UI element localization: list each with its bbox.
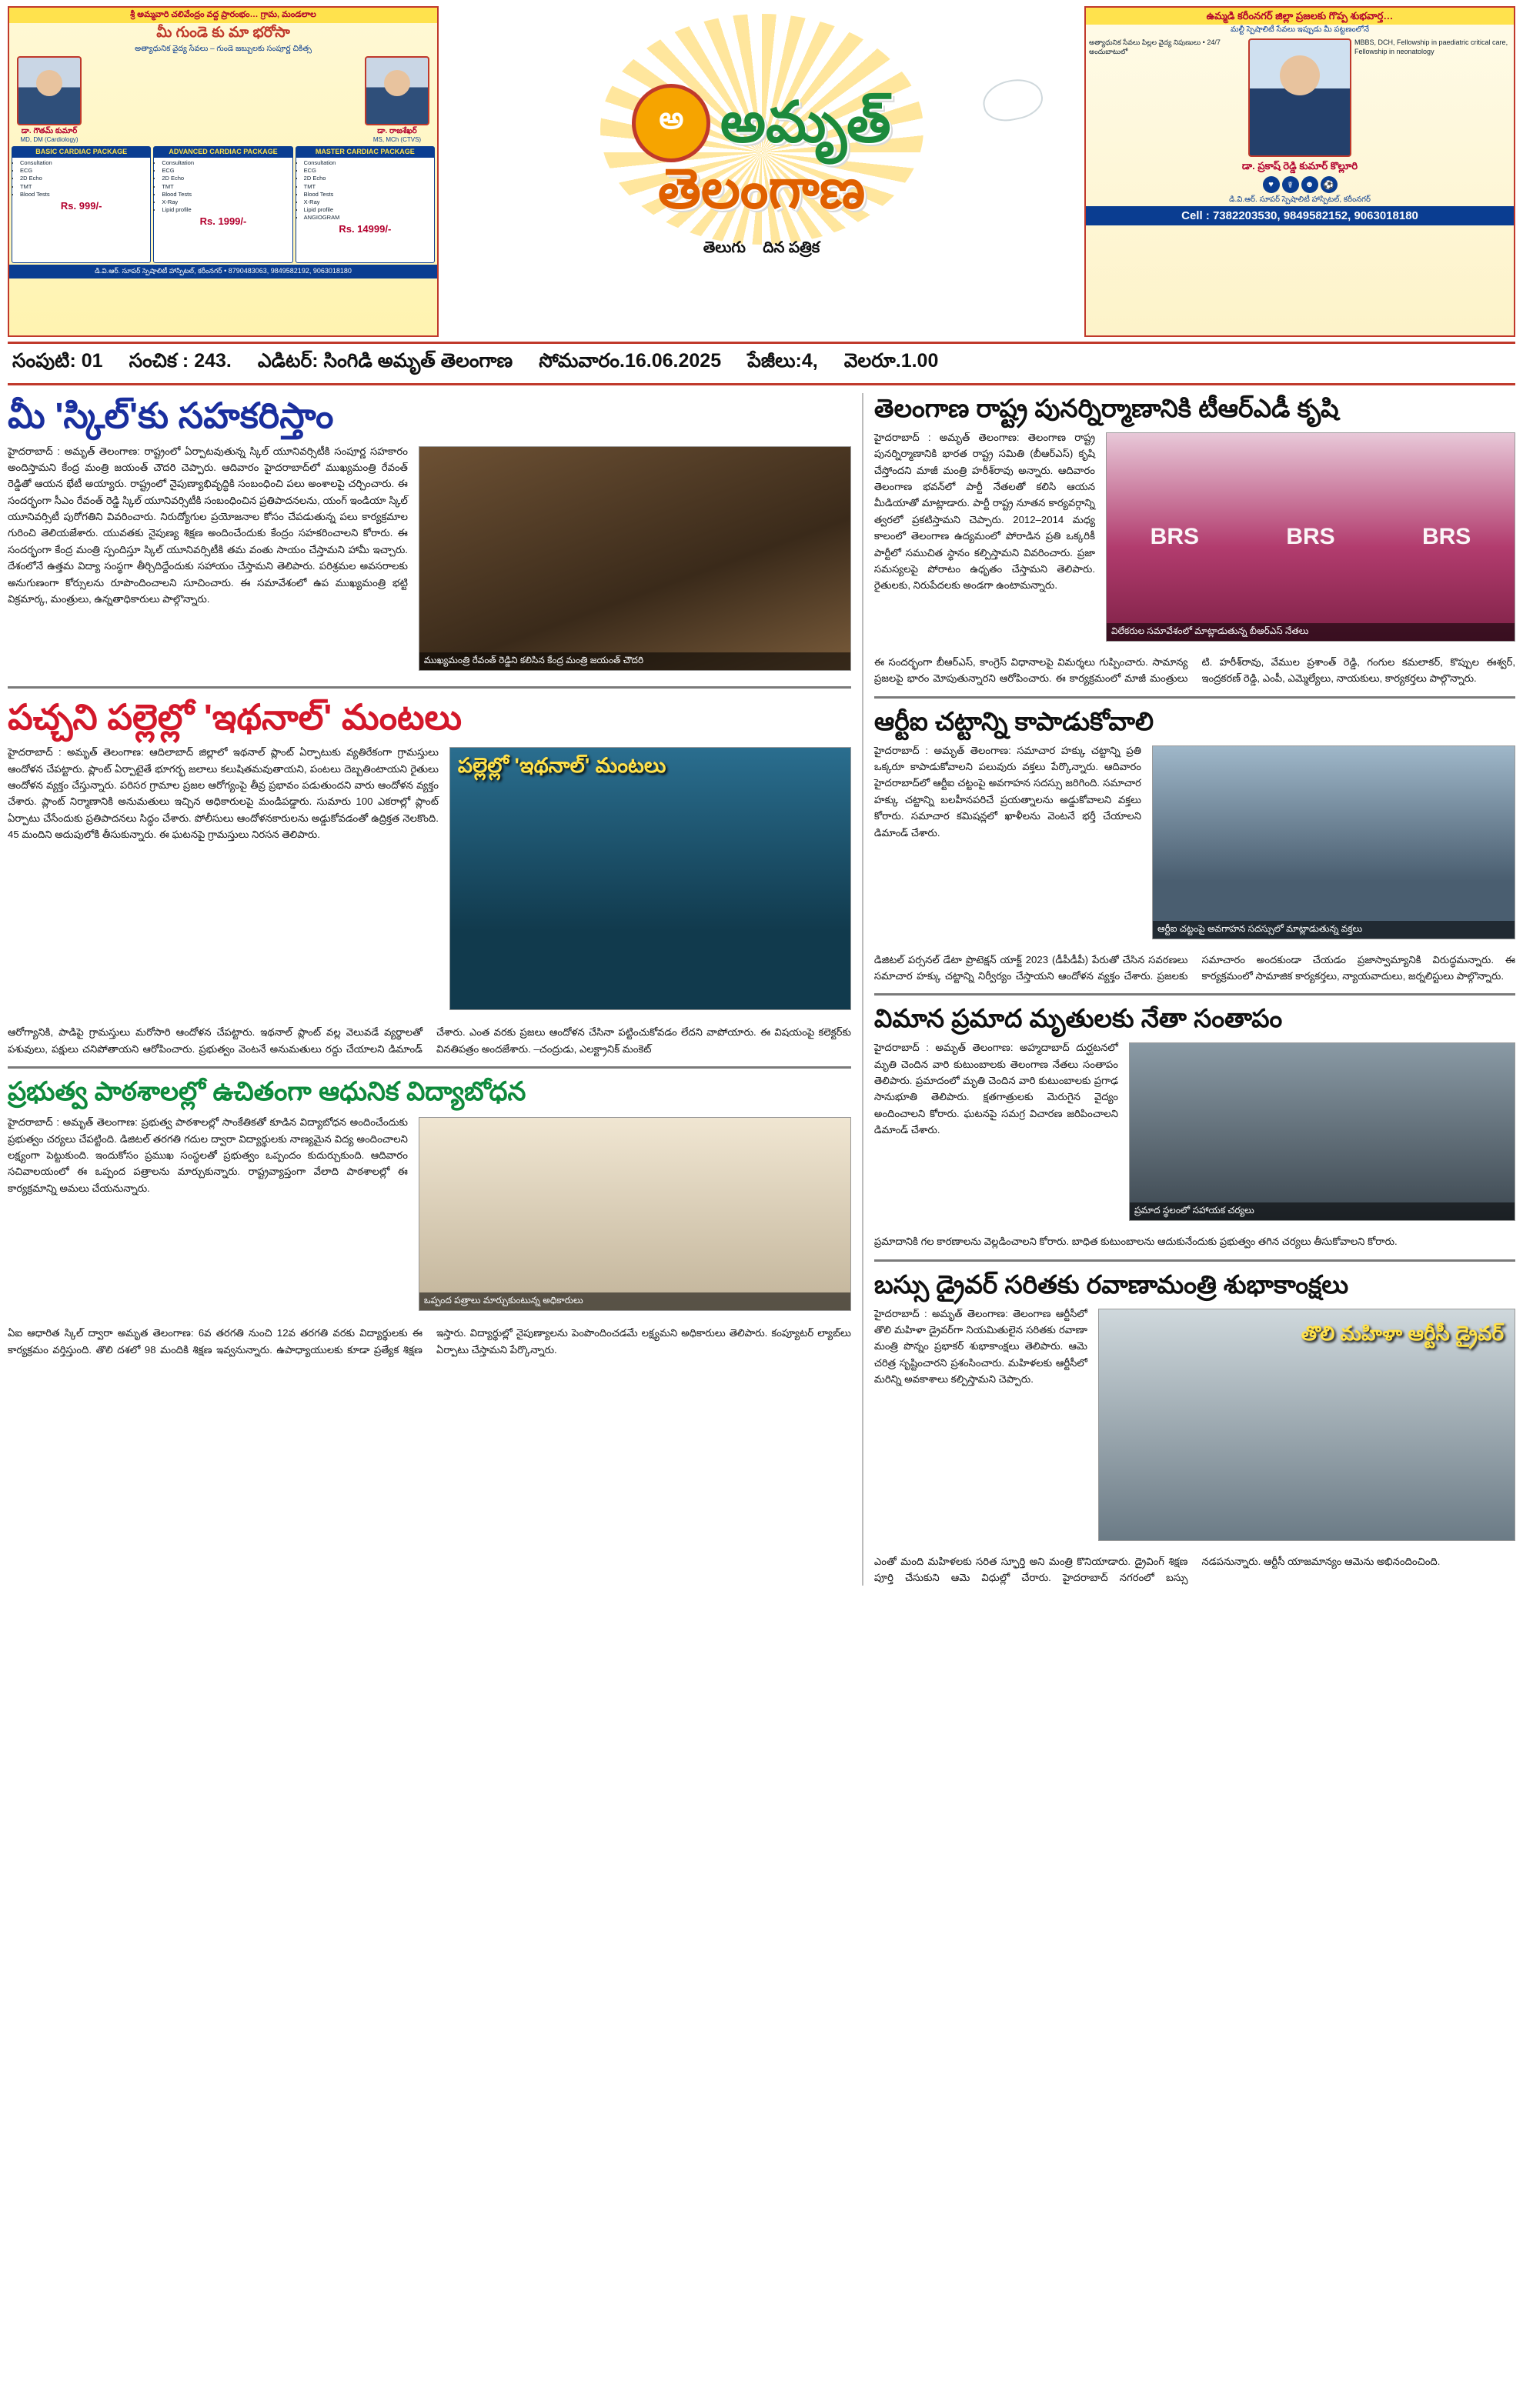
article-bus-headline: బస్సు డ్రైవర్ సరితకు రవాణామంత్రి శుభాకాంక్షలు — [873, 1269, 1349, 1299]
paper-language: తెలుగు — [703, 238, 746, 256]
section-divider — [874, 696, 1515, 699]
nameplate — [445, 6, 1078, 337]
package-title: MASTER CARDIAC PACKAGE — [296, 147, 434, 158]
article-schools-headline: ప్రభుత్వ పాఠశాలల్లో ఉచితంగా ఆధునిక విద్యాబోధన — [8, 1076, 526, 1106]
article-rti-body: హైదరాబాద్ : అమృత్ తెలంగాణ: సమాచార హక్కు చట్టాన్ని ప్రతి ఒక్కరూ కాపాడుకోవాలని పలువురు వక్తలు పేర్కొన్నారు. ఆదివారం హైదరాబాద్‌లో ఆర్టీఐ చట్టంపై అవగాహన సదస్సు జరిగింది. సమాచార హక్కు చట్టాన్ని బలహీనపరిచే ప్రయత్నాలను అడ్డుకోవాలని వక్తలు కోరారు. సమాచార కమిషన్లలో ఖాళీలను వెంటనే భర్తీ చేయాలని డిమాండ్ చేశారు. — [873, 744, 1141, 839]
article-trd-body: హైదరాబాద్ : అమృత్ తెలంగాణ: తెలంగాణ రాష్ట్ర పునర్నిర్మాణానికి భారత రాష్ట్ర సమితి (బీఆర్ఎస్) కృషి చేస్తోందని మాజీ మంత్రి హరీశ్‌రావు అన్నారు. ఆదివారం తెలంగాణ భవన్‌లో పార్టీ నేతలతో కలిసి ఆయన మీడియాతో మాట్లాడారు. పార్టీ రాష్ట్ర నూతన కార్యవర్గాన్ని త్వరలో ప్రకటిస్తామని చెప్పారు. 2012–2014 మధ్య కాలంలో తెలంగాణ ఉద్యమంలో పోరాడిన ప్రతి ఒక్కరికీ పార్టీలో సముచిత స్థానం కల్పిస్తామని వివరించారు. ప్రజా సమస్యలపై పోరాటం ఉధృతం చేస్తామని తెలిపారు. రైతులకు, నిరుపేదలకు అండగా ఉంటామన్నారు. — [873, 431, 1095, 592]
article-crash-body: హైదరాబాద్ : అమృత్ తెలంగాణ: అహ్మదాబాద్ దుర్ఘటనలో మృతి చెందిన వారి కుటుంబాలకు తెలంగాణ నేతలు సంతాపం తెలిపారు. ప్రమాదంలో మృతి చెందిన వారి కుటుంబాలకు ప్రగాఢ సానుభూతి తెలిపారు. క్షతగాత్రులకు మెరుగైన వైద్యం అందించాలని కోరారు. ఘటనపై సమగ్ర విచారణ జరిపించాలని డిమాండ్ చేశారు. — [873, 1042, 1118, 1136]
article-skill-headline: మీ 'స్కిల్'కు సహకరిస్తాం — [8, 395, 334, 435]
photo-caption: ఒప్పంద పత్రాలు మార్చుకుంటున్న అధికారులు — [419, 1292, 850, 1310]
doctor-degree: MD, DM (Cardiology) — [20, 136, 78, 144]
doctor-name: డా. రాజశేఖర్ — [377, 127, 417, 136]
doctor-photo — [365, 56, 429, 125]
ad-right-phone[interactable]: Cell : 7382203530, 9849582152, 9063018180 — [1086, 206, 1514, 225]
editor-label: ఎడిటర్: సింగిడి అమృత్ తెలంగాణ — [257, 350, 513, 372]
ad-left-title: మీ గుండె కు మా భరోసా — [156, 24, 290, 41]
doctor-degree: MS, MCh (CTVS) — [372, 136, 422, 144]
package-card-basic: BASIC CARDIAC PACKAGE • Consultation • ECG • 2D Echo • TMT • Blood Tests Rs. 999/- — [12, 146, 151, 263]
doctor-card — [12, 56, 86, 143]
stethoscope-icon: ☤ — [1282, 176, 1299, 193]
ad-right-top-banner: ఉమ్మడి కరీంనగర్ జిల్లా ప్రజలకు గొప్ప శుభవార్త… — [1086, 8, 1514, 25]
article-bus — [874, 1271, 1515, 1586]
doctor-card — [360, 56, 434, 143]
price-label: వెలరూ.1.00 — [843, 350, 939, 372]
article-skill-photo — [419, 446, 851, 671]
ad-left-packages — [9, 145, 437, 265]
ad-left-top-banner: శ్రీ అమ్మవారి చలివేంద్రం వద్ద ప్రారంభం… గ్రామ, మండలాల — [9, 8, 437, 23]
section-divider — [8, 1066, 851, 1069]
article-ethanol-photo — [449, 747, 851, 1010]
package-price: Rs. 14999/- — [339, 223, 392, 235]
ad-left-doctors — [9, 55, 437, 145]
ad-left-footer: డి.వి.ఆర్. సూపర్ స్పెషాలిటీ హాస్పిటల్, కరీంనగర్ • 8790483063, 9849582192, 9063018180 — [9, 265, 437, 278]
ad-right-degree: MBBS, DCH, Fellowship in paediatric critical care, Fellowship in neonatology — [1354, 38, 1508, 55]
brs-logo-text: BRS — [1286, 523, 1335, 549]
article-crash-photo — [1129, 1042, 1515, 1221]
article-rti-body2: డిజిటల్ పర్సనల్ డేటా ప్రొటెక్షన్ యాక్ట్ 2023 (డీపీడీపీ) పేరుతో చేసిన సవరణలు సమాచార హక్కు చట్టాన్ని నిర్వీర్యం చేస్తాయని ఆందోళన వ్యక్తం చేశారు. ప్రజలకు సమాచారం అందకుండా చేయడం ప్రజాస్వామ్యానికి విరుద్ధమన్నారు. ఈ కార్యక్రమంలో సామాజిక కార్యకర్తలు, న్యాయవాదులు, జర్నలిస్టులు పాల్గొన్నారు. — [873, 953, 1515, 982]
article-bus-photo — [1098, 1309, 1515, 1541]
photo-caption: ఆర్టీఐ చట్టంపై అవగాహన సదస్సులో మాట్లాడుతున్న వక్తలు — [1153, 921, 1515, 939]
section-divider — [874, 1259, 1515, 1262]
article-bus-body: హైదరాబాద్ : అమృత్ తెలంగాణ: తెలంగాణ ఆర్టీసీలో తొలి మహిళా డ్రైవర్‌గా నియమితులైన సరితకు రవాణా మంత్రి పొన్నం ప్రభాకర్ శుభాకాంక్షలు తెలిపారు. ఆమె చరిత్ర సృష్టించారని ప్రశంసించారు. మహిళలకు ఆర్టీసీలో మరిన్ని అవకాశాలు కల్పిస్తామని చెప్పారు. — [873, 1307, 1087, 1386]
article-rti — [874, 708, 1515, 985]
photo-caption: విలేకరుల సమావేశంలో మాట్లాడుతున్న బీఆర్ఎస్ నేతలు — [1107, 623, 1515, 641]
article-crash — [874, 1005, 1515, 1249]
package-price: Rs. 1999/- — [199, 215, 247, 227]
article-crash-body2: ప్రమాదానికి గల కారణాలను వెల్లడించాలని కోరారు. బాధిత కుటుంబాలను ఆదుకునేందుకు ప్రభుత్వం తగిన చర్యలు తీసుకోవాలని కోరారు. — [873, 1236, 1398, 1248]
paper-title-second: తెలంగాణ — [657, 158, 866, 220]
volume-label: సంపుటి: 01 — [12, 350, 103, 372]
article-skill-body: హైదరాబాద్ : అమృత్ తెలంగాణ: రాష్ట్రంలో ఏర్పాటవుతున్న స్కిల్ యూనివర్సిటీకి సంపూర్ణ సహకారం అందిస్తామని కేంద్ర మంత్రి జయంత్ చౌదరి చెప్పారు. ఆదివారం హైదరాబాద్‌లో ముఖ్యమంత్రి రేవంత్ రెడ్డితో ఆయన భేటీ అయ్యారు. రాష్ట్రంలో నైపుణ్యాభివృద్ధికి సంబంధించి పలు అంశాలపై చర్చించారు. ఈ సందర్భంగా సీఎం రేవంత్ రెడ్డి స్కిల్ యూనివర్సిటీకి సంబంధించిన ప్రతిపాదనలను, యంగ్ ఇండియా స్కిల్ యూనివర్సిటీ పురోగతిని వివరించారు. నిరుద్యోగుల ప్రయోజనాల కోసం చేపడుతున్న పలు కార్యక్రమాల గురించి తెలియజేశారు. యువతకు నైపుణ్య శిక్షణ అందించేందుకు కేంద్రం సహకరించాలని కోరారు. ఈ సందర్భంగా కేంద్ర మంత్రి స్పందిస్తూ స్కిల్ యూనివర్సిటీకి తమ వంతు సాయం చేస్తామని హామీ ఇచ్చారు. దేశంలోనే ఉత్తమ విద్యా సంస్థగా తీర్చిదిద్దేందుకు సహాయం చేస్తామని తెలిపారు. పరిశ్రమల అవసరాలకు అనుగుణంగా కోర్సులను రూపొందించాలని సూచించారు. ఈ సమావేశంలో ఉప ముఖ్యమంత్రి భట్టి విక్రమార్క, మంత్రులు, ఉన్నతాధికారులు పాల్గొన్నారు. — [8, 445, 408, 605]
doctor-photo — [17, 56, 82, 125]
heart-icon: ♥ — [1263, 176, 1280, 193]
right-column — [874, 393, 1515, 1586]
article-ethanol-headline: పచ్చని పల్లెల్లో 'ఇథనాల్' మంటలు — [8, 696, 463, 737]
left-column — [8, 393, 851, 1586]
issue-label: సంచిక : 243. — [129, 350, 232, 372]
article-schools — [8, 1078, 851, 1358]
article-trd — [874, 395, 1515, 687]
baby-icon: ☻ — [1301, 176, 1318, 193]
photo-overlay-title: తొలి మహిళా ఆర్టీసీ డ్రైవర్ — [1301, 1321, 1504, 1345]
column-divider — [862, 393, 863, 1586]
package-card-master: MASTER CARDIAC PACKAGE • Consultation • ECG • 2D Echo • TMT • Blood Tests • X-Ray • Lipid profile • ANGIOGRAM Rs. 14999/- — [296, 146, 435, 263]
section-divider — [8, 686, 851, 689]
paper-logo-icon: అ — [632, 84, 710, 162]
article-trd-headline: తెలంగాణ రాష్ట్ర పునర్నిర్మాణానికి టీఆర్ఎడీ కృషి — [873, 394, 1339, 422]
article-ethanol-body: హైదరాబాద్ : అమృత్ తెలంగాణ: ఆదిలాబాద్ జిల్లాలో ఇథనాల్ ప్లాంట్ ఏర్పాటుకు వ్యతిరేకంగా గ్రామస్తులు ఆందోళన చేపట్టారు. ప్లాంట్ ఏర్పాటైతే భూగర్భ జలాలు కలుషితమవుతాయని, పంటలు దెబ్బతింటాయని రైతులు ఆందోళన వ్యక్తం చేస్తున్నారు. పరిసర గ్రామాల ప్రజల ఆరోగ్యంపై తీవ్ర ప్రభావం పడుతుందని వారు ఆందోళన వ్యక్తం చేశారు. ప్లాంట్ నిర్మాణానికి అనుమతులు ఇచ్చిన అధికారులపై మండిపడ్డారు. సుమారు 100 ఎకరాల్లో ప్లాంట్ ఏర్పాటు చేసేందుకు ప్రతిపాదనలు సిద్ధం చేశారు. పోలీసులు ఆందోళనకారులను అడ్డుకోవడంతో ఉద్రిక్తత నెలకొంది. 45 మందిని అదుపులోకి తీసుకున్నారు. ఈ ఘటనపై గ్రామస్తులు నిరసన తెలిపారు. — [8, 746, 439, 841]
package-price: Rs. 999/- — [60, 199, 102, 212]
article-ethanol-body2: ఆరోగ్యానికి, పాడిపై గ్రామస్తులు మరోసారి ఆందోళన చేపట్టారు. ఇథనాల్ ప్లాంట్ వల్ల వెలువడే వ్యర్థాలతో పశువులు, పక్షులు చనిపోతాయని ఆరోపించారు. ప్రభుత్వం వెంటనే అనుమతులు రద్దు చేయాలని డిమాండ్ చేశారు. ఎంత వరకు ప్రజలు ఆందోళన చేసినా పట్టించుకోవడం లేదని వాపోయారు. ఈ విషయంపై కలెక్టర్‌కు వినతిపత్రం అందజేశారు. –చంద్రుడు, ఎలక్ట్రానిక్ మంకెట్ — [8, 1026, 851, 1055]
photo-caption: ముఖ్యమంత్రి రేవంత్ రెడ్డిని కలిసిన కేంద్ర మంత్రి జయంత్ చౌదరి — [419, 652, 850, 670]
photo-overlay-title: పల్లెల్లో 'ఇథనాల్' మంటలు — [457, 754, 666, 778]
article-crash-headline: విమాన ప్రమాద మృతులకు నేతా సంతాపం — [873, 1004, 1283, 1033]
article-bus-body2: ఎంతో మంది మహిళలకు సరిత స్ఫూర్తి అని మంత్రి కొనియాడారు. డ్రైవింగ్ శిక్షణ పూర్తి చేసుకుని ఆమె విధుల్లో చేరారు. హైదరాబాద్ నగరంలో బస్సు నడపనున్నారు. ఆర్టీసీ యాజమాన్యం ఆమెను అభినందించింది. — [873, 1555, 1441, 1584]
ad-right-line1: మల్టీ స్పెషాలిటీ సేవలు ఇప్పుడు మీ పట్టణంలోనే — [1231, 25, 1369, 34]
photo-caption: ప్రమాద స్థలంలో సహాయక చర్యలు — [1130, 1202, 1515, 1220]
article-trd-photo — [1106, 432, 1515, 642]
ad-right-icons — [1086, 175, 1514, 195]
package-title: ADVANCED CARDIAC PACKAGE — [154, 147, 292, 158]
content-grid — [8, 393, 1515, 1586]
masthead — [8, 6, 1515, 337]
article-rti-photo — [1152, 745, 1515, 939]
pages-label: పేజీలు:4, — [747, 350, 818, 372]
ambulance-icon: ⚽ — [1321, 176, 1338, 193]
article-schools-body2: ఏఐ ఆధారిత స్కిల్ ద్వారా అమృత తెలంగాణ: 6వ తరగతి నుంచి 12వ తరగతి వరకు విద్యార్థులకు ఈ కార్యక్రమం వర్తిస్తుంది. తొలి దశలో 98 మందికి శిక్షణ ఇవ్వనున్నారు. ఉపాధ్యాయులకు కూడా ప్రత్యేక శిక్షణ ఇస్తారు. విద్యార్థుల్లో నైపుణ్యాలను పెంపొందించడమే లక్ష్యమని అధికారులు తెలిపారు. కంప్యూటర్ ల్యాబ్‌లు ఏర్పాటు చేస్తామని పేర్కొన్నారు. — [8, 1327, 851, 1356]
advertisement-right[interactable] — [1084, 6, 1515, 337]
article-ethanol — [8, 698, 851, 1057]
brs-logo-text: BRS — [1421, 523, 1471, 549]
article-schools-body: హైదరాబాద్ : అమృత్ తెలంగాణ: ప్రభుత్వ పాఠశాలల్లో సాంకేతికతో కూడిన విద్యాబోధన అందించేందుకు ప్రభుత్వం చర్యలు చేపట్టింది. డిజిటల్ తరగతి గదుల ద్వారా విద్యార్థులకు నాణ్యమైన విద్య అందించాలని లక్ష్యంగా పెట్టుకుంది. ఇందుకోసం ప్రముఖ సంస్థలతో ప్రభుత్వం ఒప్పందం కుదుర్చుకుంది. ఆదివారం సచివాలయంలో ఈ ఒప్పంద పత్రాలను మార్చుకున్నారు. రాష్ట్రవ్యాప్తంగా వేలాది పాఠశాలల్లో ఈ కార్యక్రమాన్ని అమలు చేయనున్నారు. — [8, 1116, 408, 1194]
ad-right-doctor-photo — [1248, 38, 1351, 157]
issue-info-bar — [8, 342, 1515, 385]
date-label: సోమవారం.16.06.2025 — [539, 350, 722, 372]
ad-left-sub: అత్యాధునిక వైద్య సేవలు – గుండె జబ్బులకు సంపూర్ణ చికిత్స — [135, 44, 312, 53]
doctor-name: డా. గౌతమ్ కుమార్ — [21, 127, 78, 136]
package-title: BASIC CARDIAC PACKAGE — [12, 147, 150, 158]
dove-icon — [979, 74, 1046, 125]
ad-right-note: అత్యాధునిక సేవలు పిల్లల వైద్య నిపుణులు • 24/7 అందుబాటులో — [1089, 38, 1221, 55]
brs-backdrop — [1107, 433, 1515, 641]
paper-title: అమృత్ — [720, 90, 891, 155]
section-divider — [874, 993, 1515, 996]
brs-logo-text: BRS — [1150, 523, 1199, 549]
article-rti-headline: ఆర్టీఐ చట్టాన్ని కాపాడుకోవాలి — [873, 706, 1154, 735]
ad-right-brand-line: డి.వి.ఆర్. సూపర్ స్పెషాలిటీ హాస్పిటల్, కరీంనగర్ — [1229, 195, 1371, 205]
package-card-advanced: ADVANCED CARDIAC PACKAGE • Consultation • ECG • 2D Echo • TMT • Blood Tests • X-Ray • Lipid profile Rs. 1999/- — [153, 146, 292, 263]
article-skill — [8, 396, 851, 677]
advertisement-left[interactable] — [8, 6, 439, 337]
paper-kind: దిన పత్రిక — [763, 238, 820, 256]
ad-right-doctor-name: డా. ప్రకాష్ రెడ్డి కుమార్ కొల్లూరి — [1241, 160, 1358, 172]
article-trd-body2: ఈ సందర్భంగా బీఆర్ఎస్, కాంగ్రెస్ విధానాలపై విమర్శలు గుప్పించారు. సామాన్య ప్రజలపై భారం మోపుతున్నారని ఆరోపించారు. ఈ కార్యక్రమంలో మాజీ మంత్రులు టి. హరీశ్‌రావు, వేముల ప్రశాంత్ రెడ్డి, గంగుల కమలాకర్, కొప్పుల ఈశ్వర్, ఇంద్రకరణ్ రెడ్డి, ఎంపీ, ఎమ్మెల్యేలు, నాయకులు, కార్యకర్తలు పాల్గొన్నారు. — [873, 655, 1515, 685]
article-schools-photo — [419, 1117, 851, 1311]
